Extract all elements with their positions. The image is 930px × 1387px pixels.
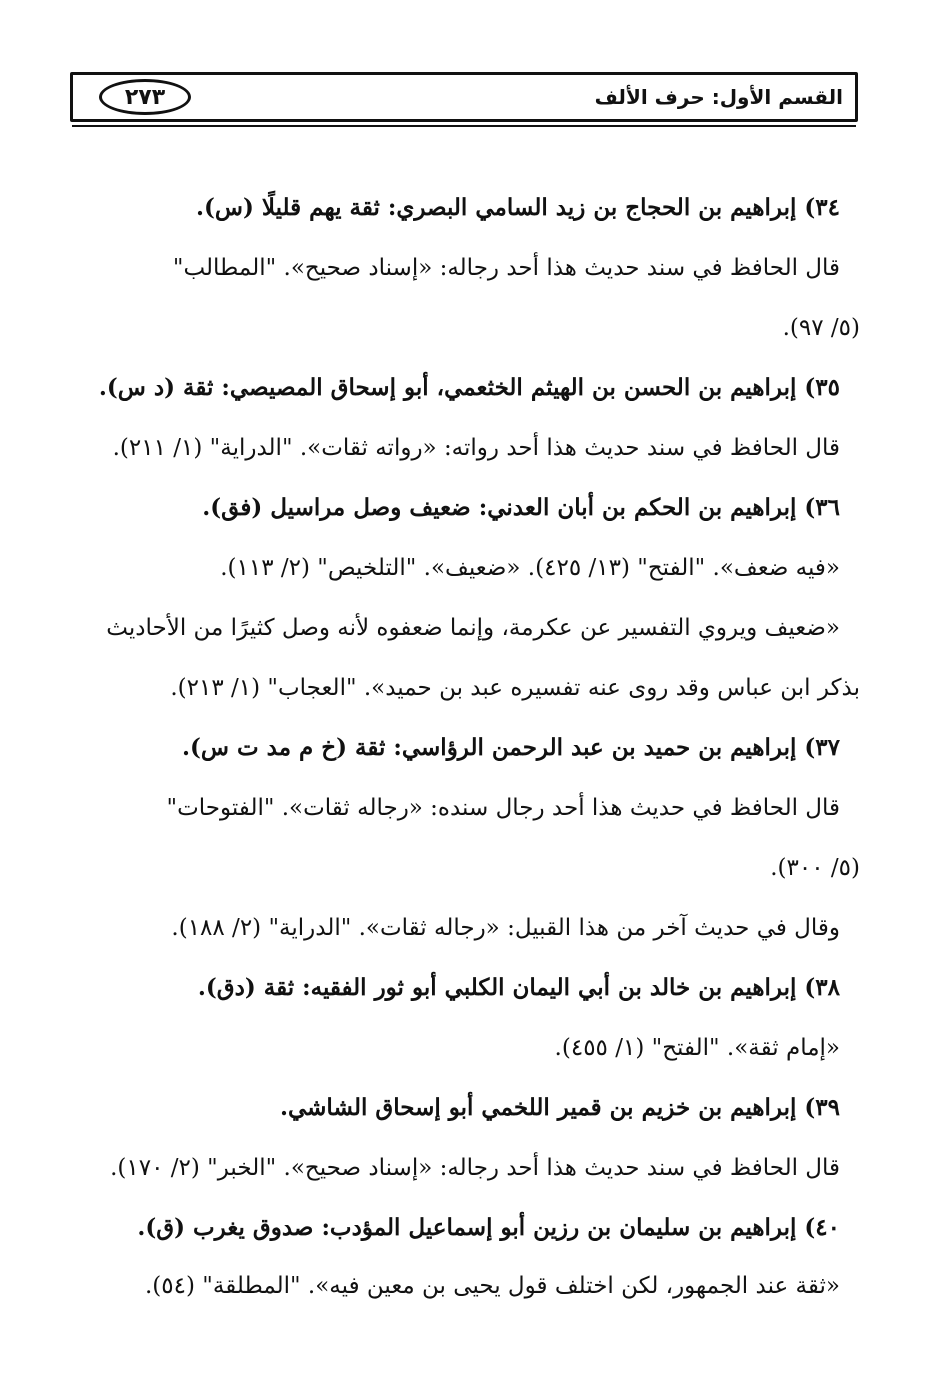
text-line: «ضعيف ويروي التفسير عن عكرمة، وإنما ضعفوه لأنه وصل كثيرًا من الأحاديث (106, 615, 840, 641)
text-line: «إمام ثقة». "الفتح" (١/ ٤٥٥). (554, 1035, 840, 1061)
entry-heading: ٣٥) إبراهيم بن الحسن بن الهيثم الخثعمي، أبو إسحاق المصيصي: ثقة (د س). (98, 374, 840, 401)
entry-heading: ٣٩) إبراهيم بن خزيم بن قمير اللخمي أبو إسحاق الشاشي. (279, 1094, 840, 1121)
page-body (52, 178, 860, 1314)
text-line: «فيه ضعف». "الفتح" (١٣/ ٤٢٥). «ضعيف». "التلخيص" (٢/ ١١٣). (220, 555, 840, 581)
entry-heading: ٣٧) إبراهيم بن حميد بن عبد الرحمن الرؤاسي: ثقة (خ م مد ت س). (181, 734, 840, 761)
text-line: (٥/ ٣٠٠). (770, 855, 860, 881)
text-line: قال الحافظ في سند حديث هذا أحد رجاله: «إسناد صحيح». "الخبر" (٢/ ١٧٠). (110, 1155, 840, 1181)
entry-heading: ٣٨) إبراهيم بن خالد بن أبي اليمان الكلبي أبو ثور الفقيه: ثقة (دق). (197, 974, 840, 1001)
entry-heading: ٣٦) إبراهيم بن الحكم بن أبان العدني: ضعيف وصل مراسيل (فق). (202, 494, 840, 521)
page-number: ٢٧٣ (99, 79, 191, 115)
page-header (70, 72, 858, 122)
text-line: «ثقة عند الجمهور، لكن اختلف قول يحيى بن معين فيه». "المطلقة" (٥٤). (145, 1273, 840, 1299)
section-title: القسم الأول: حرف الألف (594, 85, 843, 109)
text-line: (٥/ ٩٧). (782, 315, 860, 341)
text-line: قال الحافظ في سند حديث هذا أحد رجاله: «إسناد صحيح». "المطالب" (172, 255, 840, 281)
text-line: بذكر ابن عباس وقد روى عنه تفسيره عبد بن حميد». "العجاب" (١/ ٢١٣). (170, 675, 860, 701)
text-line: وقال في حديث آخر من هذا القبيل: «رجاله ثقات». "الدراية" (٢/ ١٨٨). (171, 915, 840, 941)
text-line: قال الحافظ في حديث هذا أحد رجال سنده: «رجاله ثقات». "الفتوحات" (166, 795, 840, 821)
text-line: قال الحافظ في سند حديث هذا أحد رواته: «رواته ثقات». "الدراية" (١/ ٢١١). (112, 435, 840, 461)
entry-heading: ٤٠) إبراهيم بن سليمان بن رزين أبو إسماعيل المؤدب: صدوق يغرب (ق). (137, 1214, 840, 1241)
entry-heading: ٣٤) إبراهيم بن الحجاج بن زيد السامي البصري: ثقة يهم قليلًا (س). (196, 194, 840, 221)
